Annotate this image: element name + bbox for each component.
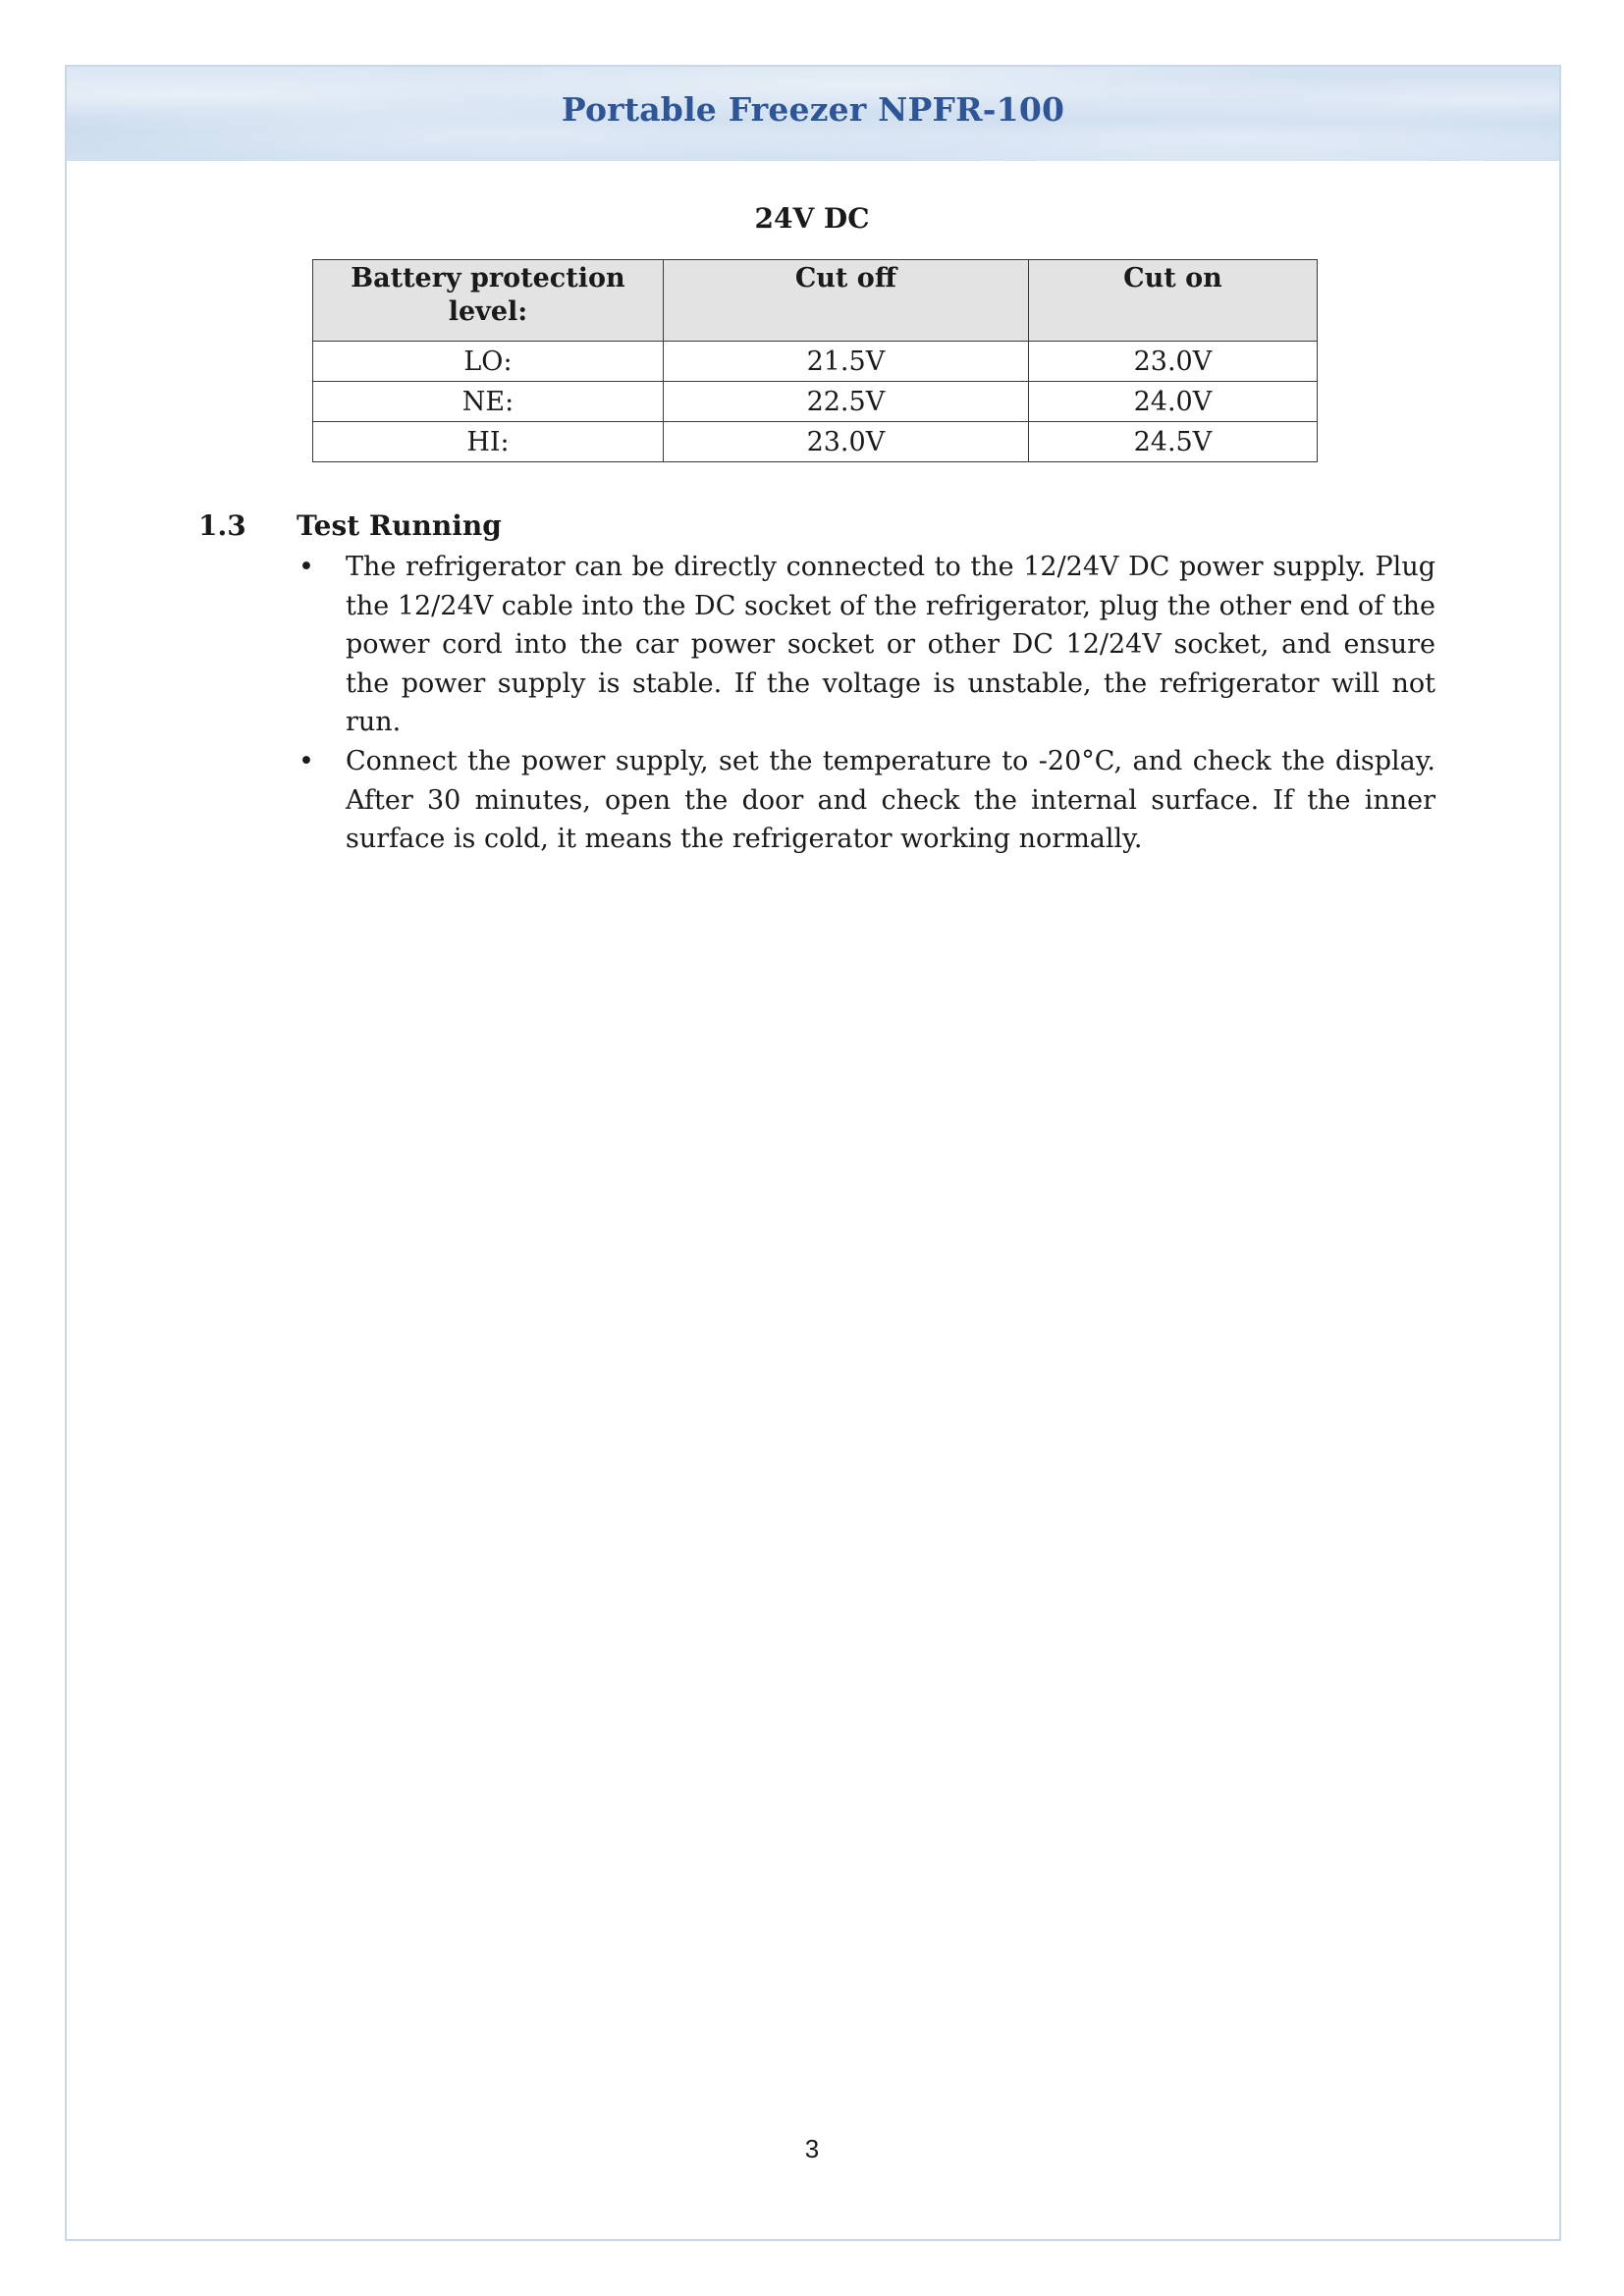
table-cell-cut-on: 24.0V — [1028, 382, 1317, 422]
table-cell-level: LO: — [313, 342, 664, 382]
list-item — [298, 548, 1435, 742]
column-header-cut-off: Cut off — [663, 260, 1028, 342]
table-cell-level: NE: — [313, 382, 664, 422]
column-header-level: Battery protection level: — [313, 260, 664, 342]
table-cell-cut-off: 22.5V — [663, 382, 1028, 422]
list-item-text: The refrigerator can be directly connected to the 12/24V DC power supply. Plug the 12/24V cable into the DC socket of the refrigerator, plug the other end of the power cord into the car power socket or other DC 12/24V socket, and ensure the power supply is stable. If the voltage is unstable, the refrigerator will not run. — [346, 552, 1435, 738]
table-cell-cut-on: 24.5V — [1028, 422, 1317, 462]
battery-protection-table — [312, 259, 1318, 462]
bullet-list — [198, 548, 1435, 859]
table-cell-cut-off: 21.5V — [663, 342, 1028, 382]
page-number: 3 — [804, 2134, 820, 2163]
list-item — [298, 742, 1435, 859]
table-header-row — [313, 260, 1318, 342]
table-row — [313, 422, 1318, 462]
table-row — [313, 342, 1318, 382]
table-cell-level: HI: — [313, 422, 664, 462]
table-cell-cut-off: 23.0V — [663, 422, 1028, 462]
section-test-running — [198, 508, 1435, 859]
list-item-text: Connect the power supply, set the temperature to -20°C, and check the display. After 30 minutes, open the door and check the internal surface. If the inner surface is cold, it means the refrigerator working normally. — [346, 745, 1435, 855]
table-row — [313, 382, 1318, 422]
table-cell-cut-on: 23.0V — [1028, 342, 1317, 382]
column-header-cut-on: Cut on — [1028, 260, 1317, 342]
bullet-icon: • — [298, 745, 314, 776]
section-number: 1.3 — [198, 509, 246, 542]
header-banner — [67, 67, 1559, 161]
section-heading — [198, 508, 1435, 548]
table-caption: 24V DC — [754, 202, 870, 235]
bullet-icon: • — [298, 552, 314, 582]
section-title: Test Running — [297, 509, 502, 542]
document-title: Portable Freezer NPFR-100 — [561, 90, 1065, 129]
